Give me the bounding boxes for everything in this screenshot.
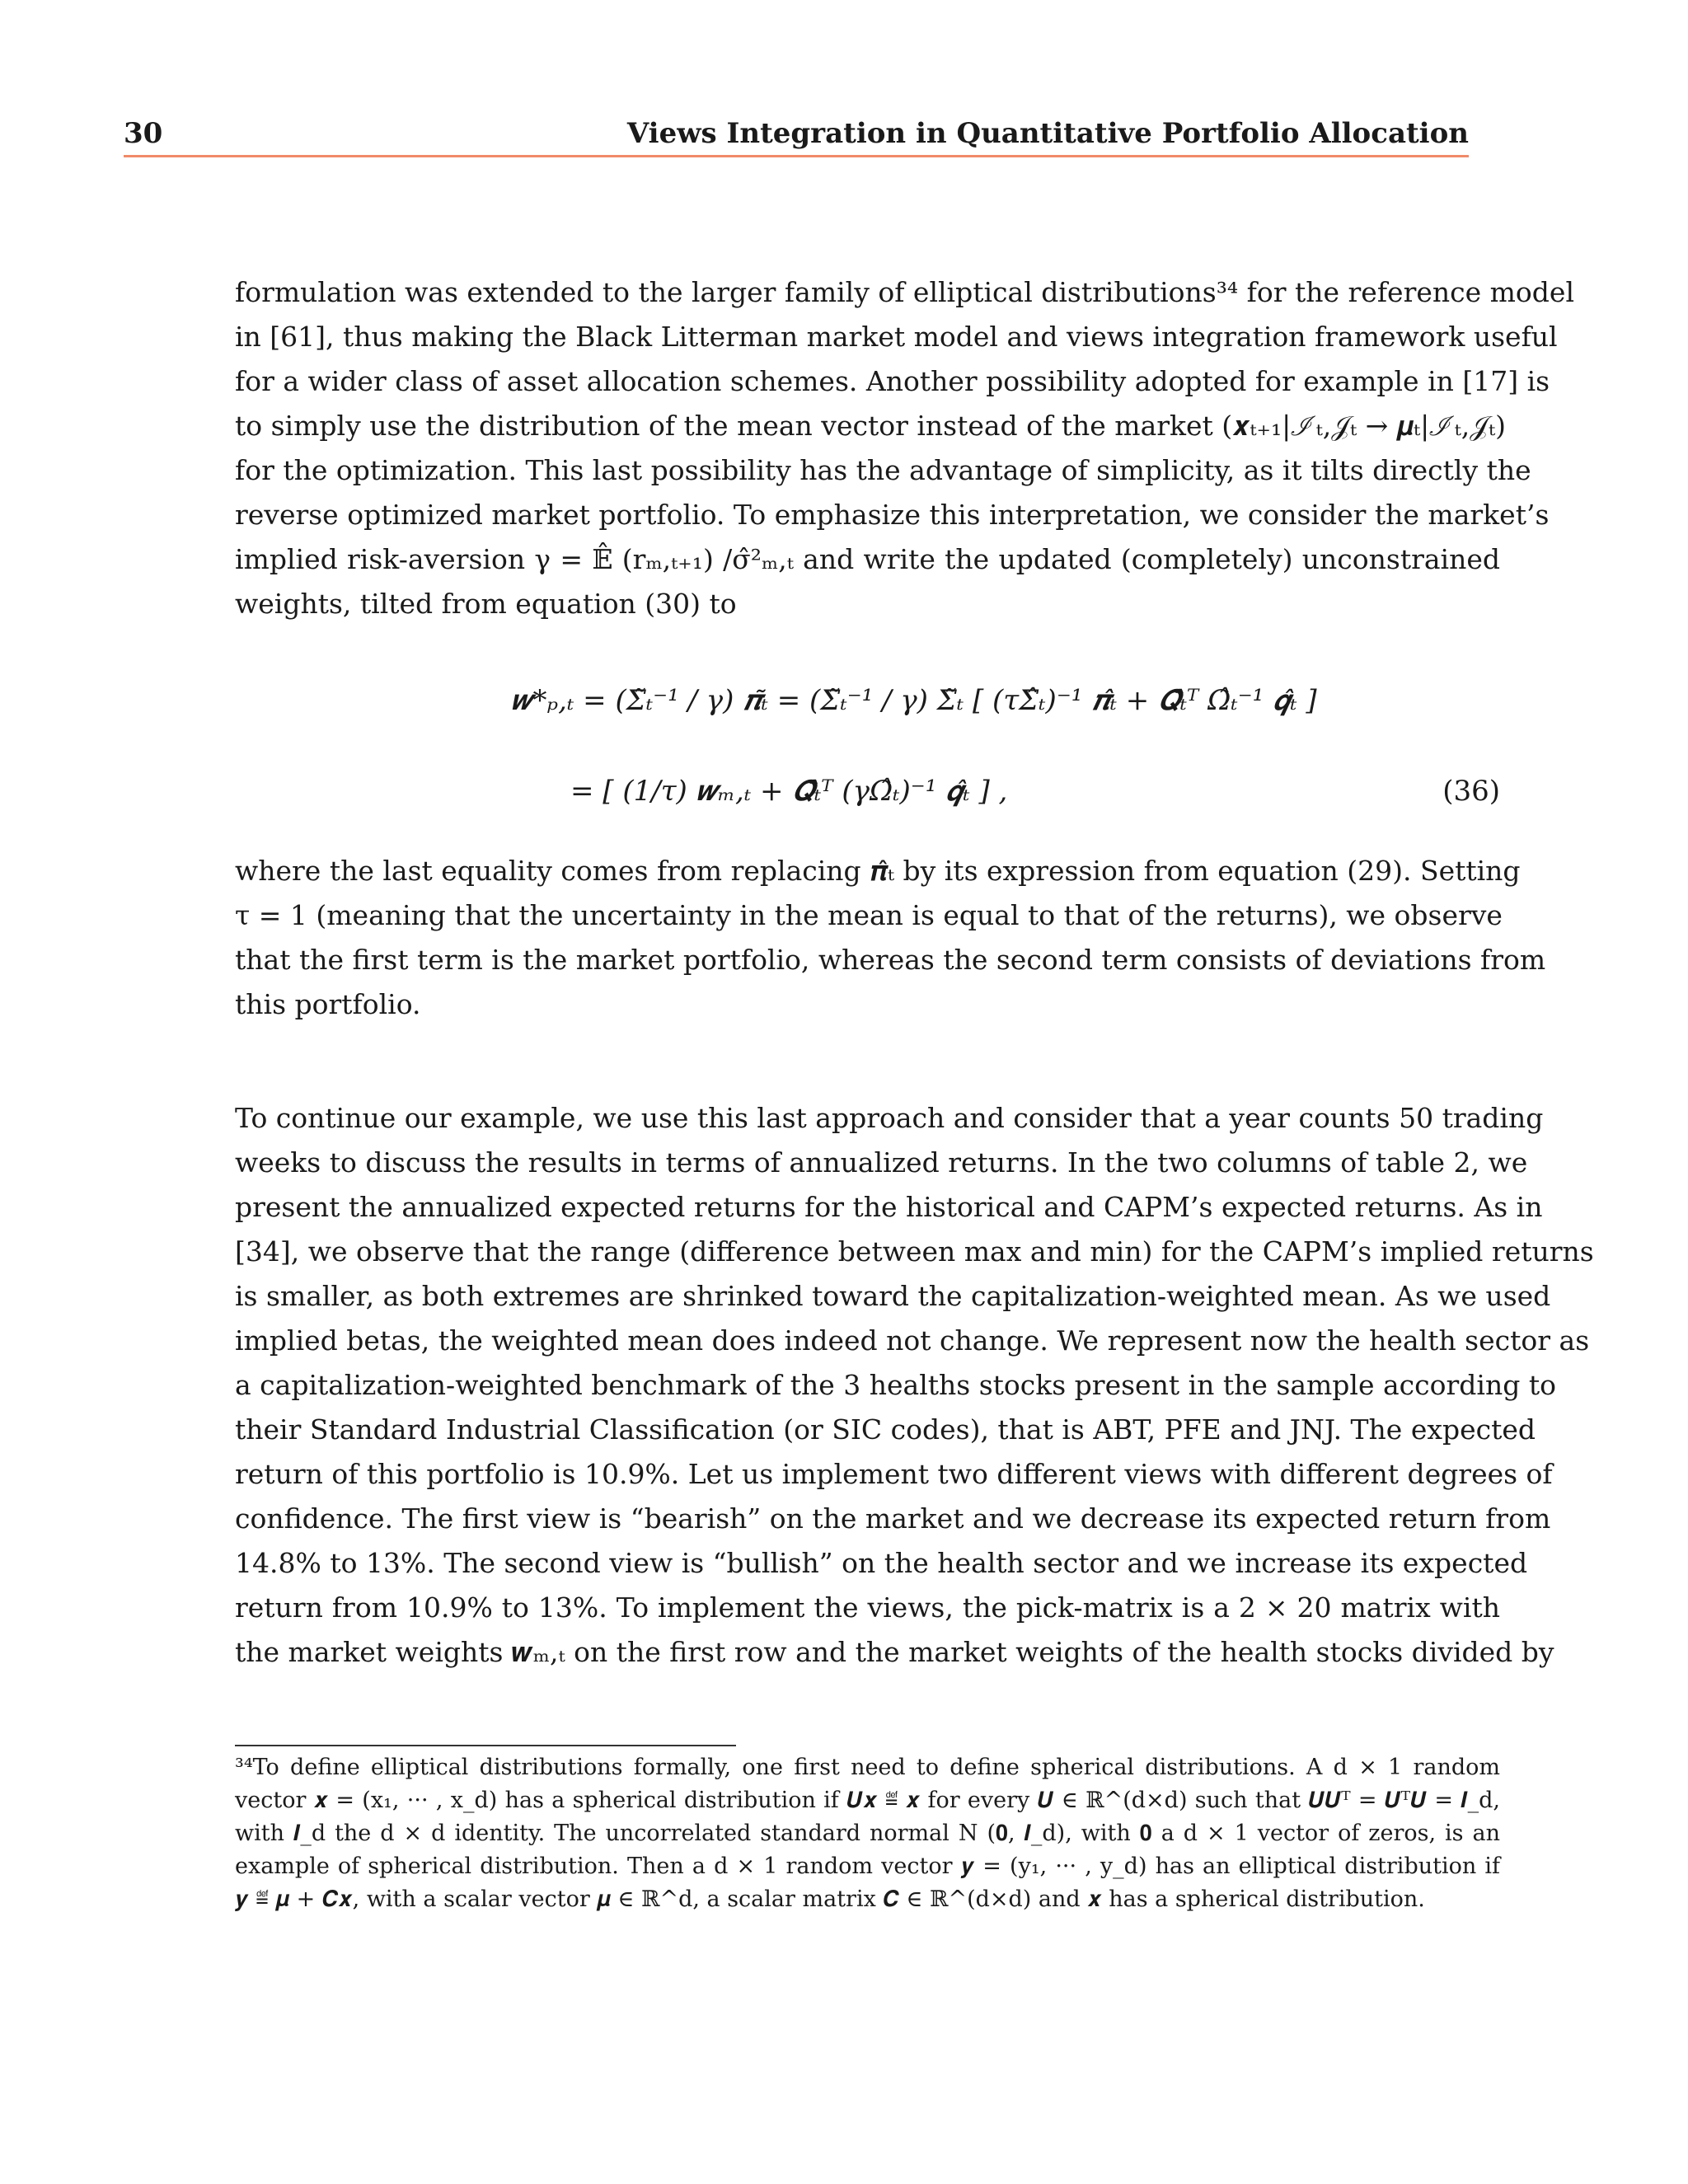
text-line: formulation was extended to the larger family of elliptical distributions³⁴ for the reference model	[235, 276, 1575, 308]
text-line: weeks to discuss the results in terms of annualized returns. In the two columns of table 2, we	[235, 1146, 1528, 1179]
page-number: 30	[124, 117, 163, 150]
text-line: return from 10.9% to 13%. To implement the views, the pick-matrix is a 2 × 20 matrix with	[235, 1591, 1500, 1624]
text-line: is smaller, as both extremes are shrinked toward the capitalization-weighted mean. As we used	[235, 1280, 1551, 1312]
equation-line-2: = [ (1/τ) 𝒘ₘ,ₜ + 𝑸̂ₜᵀ (γΩ̂ₜ)⁻¹ 𝒒̂ₜ ] ,	[570, 775, 1008, 808]
text-line: where the last equality comes from replacing 𝝅̂ₜ by its expression from equation (29). Setting	[235, 855, 1521, 887]
text-line: the market weights 𝒘ₘ,ₜ on the first row and the market weights of the health stocks divided by	[235, 1636, 1554, 1668]
paragraph-3	[235, 1096, 1594, 1675]
equation-number: (36)	[1442, 775, 1500, 808]
text-line: return of this portfolio is 10.9%. Let us implement two different views with different degrees of	[235, 1458, 1553, 1490]
footnote-line: vector 𝒙 = (x₁, ··· , x_d) has a spherical distribution if 𝑼𝒙 ≝ 𝒙 for every 𝑼 ∈ ℝ^(d×d) such that 𝑼𝑼ᵀ = 𝑼ᵀ𝑼 = 𝑰_d,	[235, 1788, 1500, 1813]
text-line: for the optimization. This last possibility has the advantage of simplicity, as it tilts directly the	[235, 454, 1531, 486]
text-line: to simply use the distribution of the mean vector instead of the market (𝒙ₜ₊₁|ℐₜ,𝒥ₜ → 𝝁ₜ|ℐₜ,𝒥ₜ)	[235, 410, 1507, 442]
text-line: 14.8% to 13%. The second view is “bullish” on the health sector and we increase its expected	[235, 1547, 1528, 1579]
text-line: that the first term is the market portfolio, whereas the second term consists of deviations from	[235, 944, 1546, 976]
text-line: [34], we observe that the range (difference between max and min) for the CAPM’s implied returns	[235, 1235, 1594, 1268]
page-header	[124, 114, 1469, 157]
footnote-34	[235, 1751, 1500, 1916]
footnote-line: ³⁴To define elliptical distributions formally, one first need to define spherical distributions. A d × 1 random	[235, 1755, 1500, 1780]
equation-line-1: 𝒘*ₚ,ₜ = (Σ̃ₜ⁻¹ / γ) 𝝅̃ₜ = (Σ̃ₜ⁻¹ / γ) Σ̃ₜ [ (τΣ̂ₜ)⁻¹ 𝝅̂ₜ + 𝑸̂ₜᵀ Ω̂ₜ⁻¹ 𝒒̂ₜ ]	[511, 684, 1317, 717]
text-line: To continue our example, we use this last approach and consider that a year counts 50 trading	[235, 1102, 1544, 1134]
paragraph-1	[235, 270, 1575, 626]
text-line: this portfolio.	[235, 988, 421, 1020]
text-line: τ = 1 (meaning that the uncertainty in the mean is equal to that of the returns), we observe	[235, 899, 1503, 931]
text-line: present the annualized expected returns for the historical and CAPM’s expected returns. As in	[235, 1191, 1543, 1223]
footnote-line: 𝒚 ≝ 𝝁 + 𝑪𝒙, with a scalar vector 𝝁 ∈ ℝ^d, a scalar matrix 𝑪 ∈ ℝ^(d×d) and 𝒙 has a spherical distribution.	[235, 1886, 1425, 1912]
text-line: reverse optimized market portfolio. To emphasize this interpretation, we consider the market’s	[235, 499, 1550, 531]
footnote-line: with 𝑰_d the d × d identity. The uncorrelated standard normal N (𝟎, 𝑰_d), with 𝟎 a d × 1 vector of zeros, is an	[235, 1821, 1500, 1846]
paragraph-2	[235, 849, 1546, 1027]
text-line: a capitalization-weighted benchmark of the 3 healths stocks present in the sample according to	[235, 1369, 1556, 1401]
text-line: in [61], thus making the Black Litterman market model and views integration framework useful	[235, 321, 1558, 353]
footnote-line: example of spherical distribution. Then a d × 1 random vector 𝒚 = (y₁, ··· , y_d) has an elliptical distribution if	[235, 1854, 1500, 1879]
text-line: confidence. The first view is “bearish” on the market and we decrease its expected return from	[235, 1502, 1551, 1535]
footnote-rule	[235, 1745, 736, 1746]
equation-36	[511, 659, 1500, 832]
text-line: their Standard Industrial Classification (or SIC codes), that is ABT, PFE and JNJ. The expected	[235, 1413, 1536, 1446]
text-line: implied betas, the weighted mean does indeed not change. We represent now the health sector as	[235, 1324, 1590, 1357]
text-line: weights, tilted from equation (30) to	[235, 588, 737, 620]
text-line: implied risk-aversion γ = 𝔼̂ (rₘ,ₜ₊₁) /σ̂²ₘ,ₜ and write the updated (completely) unconstrained	[235, 543, 1500, 575]
running-title: Views Integration in Quantitative Portfolio Allocation	[626, 117, 1469, 150]
text-line: for a wider class of asset allocation schemes. Another possibility adopted for example in [17] is	[235, 365, 1550, 397]
